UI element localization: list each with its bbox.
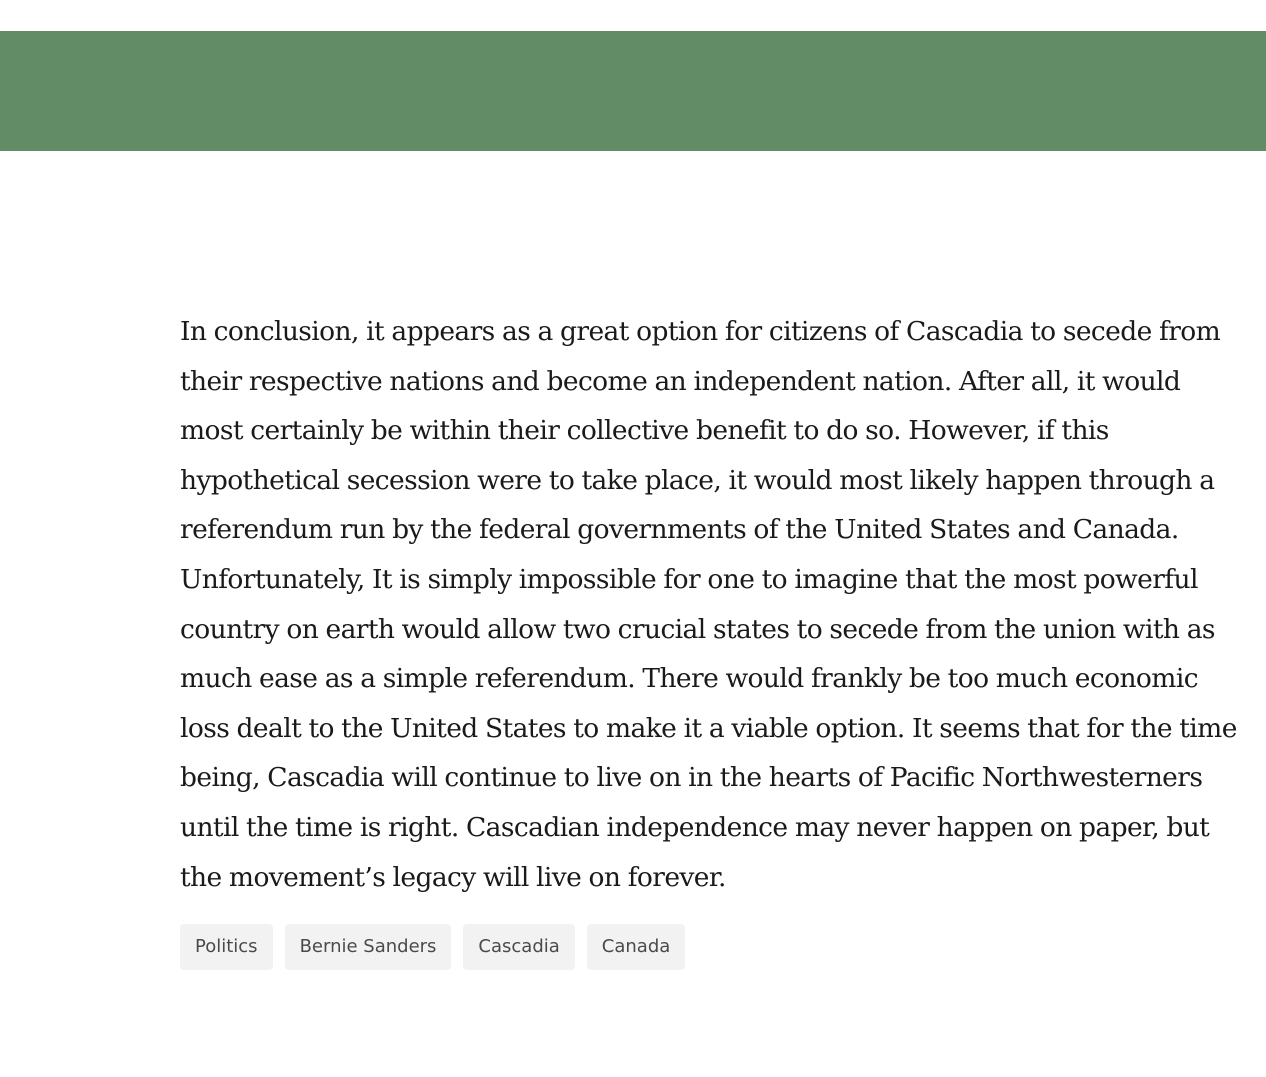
tag-list bbox=[180, 924, 685, 970]
tag-canada[interactable]: Canada bbox=[587, 924, 686, 970]
article-paragraph: In conclusion, it appears as a great option for citizens of Cascadia to secede from their respective nations and become an independent nation. After all, it would most certainly be within their collective benefit to do so. However, if this hypothetical secession were to take place, it would most likely happen through a referendum run by the federal governments of the United States and Canada. Unfortunately, It is simply impossible for one to imagine that the most powerful country on earth would allow two crucial states to secede from the union with as much ease as a simple referendum. There would frankly be too much economic loss dealt to the United States to make it a viable option. It seems that for the time being, Cascadia will continue to live on in the hearts of Pacific Northwesterners until the time is right. Cascadian independence may never happen on paper, but the movement’s legacy will live on forever. bbox=[180, 316, 1237, 893]
header-banner bbox=[0, 31, 1266, 151]
tag-bernie-sanders[interactable]: Bernie Sanders bbox=[285, 924, 452, 970]
tag-politics[interactable]: Politics bbox=[180, 924, 273, 970]
tag-cascadia[interactable]: Cascadia bbox=[463, 924, 574, 970]
article-body-container bbox=[180, 307, 1240, 902]
